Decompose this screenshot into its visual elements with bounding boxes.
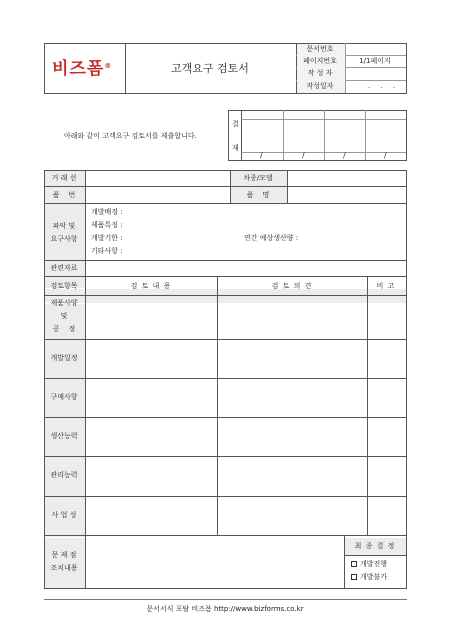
meta-value-page-no: 1/1페이지 [359, 57, 391, 65]
company-logo: 비즈폼® [52, 59, 113, 79]
req-item-other: 기타사항 : [91, 247, 123, 255]
req-item-deadline: 개발기한 : [91, 234, 123, 242]
col-remark: 비 고 [376, 282, 396, 290]
review-item-business: 사 업 성 [51, 511, 77, 519]
label-client: 거 래 선 [51, 174, 77, 182]
col-review-item: 검토항목 [50, 282, 78, 290]
meta-value-date[interactable]: . . . [368, 82, 400, 90]
review-item-spec-1: 제품사양 [50, 299, 78, 307]
col-review-opinion: 검 토 의 견 [271, 282, 313, 290]
intro-text: 아래와 같이 고객요구 검토서를 제출합니다. [64, 132, 197, 140]
meta-label-doc-no: 문서번호 [306, 45, 334, 53]
req-item-features: 제품특징 : [91, 221, 123, 229]
review-item-schedule: 개발일정 [50, 354, 78, 362]
label-annual-volume: 연간 예상생산량 : [244, 234, 299, 242]
meta-label-author: 작 성 자 [307, 69, 333, 77]
checkbox-reject[interactable] [351, 574, 357, 580]
checkbox-proceed[interactable] [351, 561, 357, 567]
label-requirements-1: 파악 및 [52, 222, 76, 230]
approval-label-bottom: 재 [232, 144, 239, 152]
label-model: 차종/모델 [243, 174, 273, 182]
review-item-spec-2: 및 [60, 312, 68, 320]
option-proceed[interactable]: 개발진행 [351, 561, 387, 568]
review-item-management: 관리능력 [50, 471, 78, 479]
option-reject[interactable]: 개발불가 [351, 574, 387, 581]
approval-label-top: 결 [232, 120, 239, 128]
footer-text: 문서서식 포탈 비즈폼 http://www.bizforms.co.kr [146, 605, 304, 613]
meta-label-date: 작성일자 [306, 82, 334, 90]
label-final-decision: 최 종 결 정 [354, 542, 396, 550]
review-item-production: 생산능력 [50, 432, 78, 440]
col-review-content: 검 토 내 용 [130, 282, 172, 290]
label-related-docs: 관련자료 [50, 264, 78, 272]
approval-slash-4: / [384, 151, 387, 160]
label-part-no: 품 번 [52, 191, 76, 199]
label-issues-1: 문 제 점 [51, 551, 77, 559]
approval-slash-3: / [343, 151, 346, 160]
req-item-background: 개발배경 : [91, 208, 123, 216]
document-title: 고객요구 검토서 [171, 62, 249, 75]
label-part-name: 품 명 [246, 191, 270, 199]
approval-slash-1: / [260, 151, 263, 160]
review-item-purchase: 구매사항 [50, 393, 78, 401]
approval-slash-2: / [302, 151, 305, 160]
meta-label-page-no: 페이지번호 [303, 57, 337, 65]
label-requirements-2: 요구사항 [50, 235, 78, 243]
review-item-spec-3: 공 정 [52, 325, 76, 333]
label-issues-2: 조치내용 [50, 564, 78, 572]
